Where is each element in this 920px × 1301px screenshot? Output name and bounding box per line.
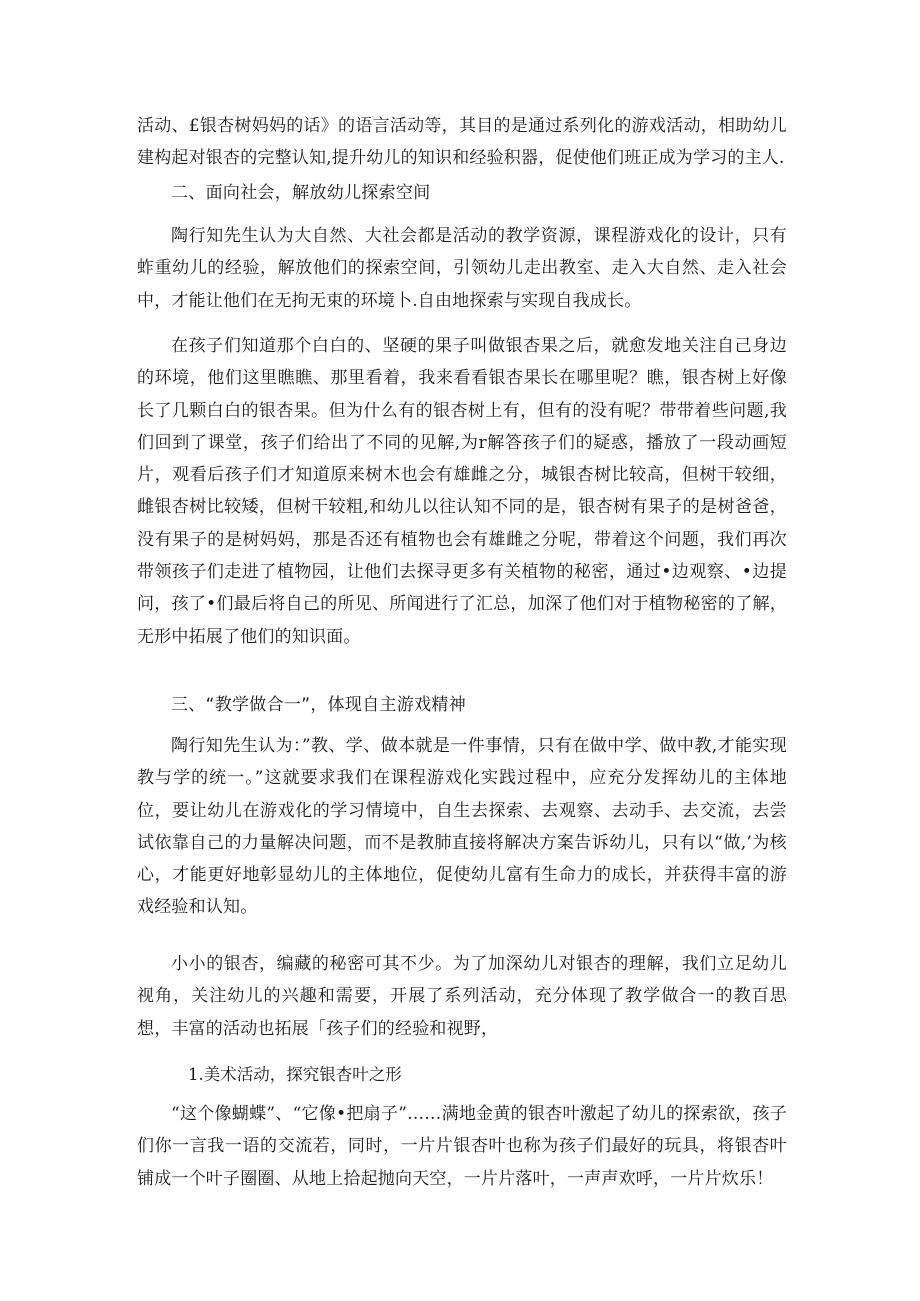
subsection-heading-1: 1.美术活动，探究银杏叶之形 (188, 1065, 402, 1084)
section-heading-2: 二、面向社会，解放幼儿探索空间 (171, 183, 431, 203)
tao-paragraph-2: 陶行知先生认为：”教、学、做本就是一件事情，只有在做中学、做中教,才能实现教与学的统一。”这就要求我们在课程游戏化实践过程中，应充分发挥幼儿的主体地位，要让幼儿在游戏化的学习情境中，自生去探索、去观察、去动手、去交流，去尝试依靠自己的力量解决问题，而不是教肺直接将解决方案告诉幼儿，只有以“做,’为核心，才能更好地彰显幼儿的主体地位，促使幼儿富有生命力的成长，并获得丰富的游戏经验和认知。 (137, 736, 787, 918)
tao-paragraph-1: 陶行知先生认为大自然、大社会都是活动的教学资源，课程游戏化的设计，只有蚱重幼儿的经验，解放他们的探索空间，引领幼儿走出教室、走入大自然、走入社会中，才能让他们在无拘无束的环境卜.自由地探索与实现自我成长。 (137, 226, 787, 311)
leaves-paragraph: “这个像蝴蝶”、“它像•把扇子”……满地金黄的银杏叶激起了幼儿的探索欲，孩子们你一言我一语的交流若，同时，一片片银杏叶也称为孩子们最好的玩具，将银杏叶铺成一个叶子圈圈、从地上拾起抛向天空，一片片落叶，一声声欢呼，一片片炊乐！ (137, 1104, 787, 1189)
intro-paragraph: 活动、£银杏树妈妈的话》的语言活动等，其目的是通过系列化的游戏活动，相助幼儿建构起对银杏的完整认知,提升幼儿的知识和经验积器，促使他们班正成为学习的主人. (137, 116, 787, 169)
section-heading-3: 三、“教学做合一”，体现自主游戏精神 (171, 695, 467, 715)
ginkgo-secret-paragraph: 小小的银杏，编藏的秘密可其不少。为了加深幼儿对银杏的理解，我们立足幼儿视角，关注幼儿的兴趣和需要，开展了系列活动，充分体现了教学做合一的教百思想，丰富的活动也拓展「孩子们的经验和视野， (137, 954, 787, 1039)
children-exploration-paragraph: 在孩子们知道那个白白的、坚硬的果子叫做银杏果之后，就愈发地关注自己身边的环境，他们这里瞧瞧、那里看着，我来看看银杏果长在哪里呢？瞧，银杏树上好像长了几颗白白的银杏果。但为什么有的银杏树上有，但有的没有呢？带带着些问题,我们回到了课堂，孩子们给出了不同的见解,为r解答孩子们的疑惑，播放了一段动画短片，观看后孩子们才知道原来树木也会有雄雌之分，城银杏树比较高，但树干较细，雌银杏树比较矮，但树干较粗,和幼儿以往认知不同的是，银杏树有果子的是树爸爸，没有果子的是树妈妈，那是否还有植物也会有雄雌之分呢，带着这个问题，我们再次带领孩子们走进了植物园，让他们去探寻更多有关植物的秘密，通过•边观察、•边提问，孩了•们最后将自己的所见、所闻进行了汇总，加深了他们对于植物秘密的了解，无形中拓展了他们的知识面。 (137, 336, 787, 647)
